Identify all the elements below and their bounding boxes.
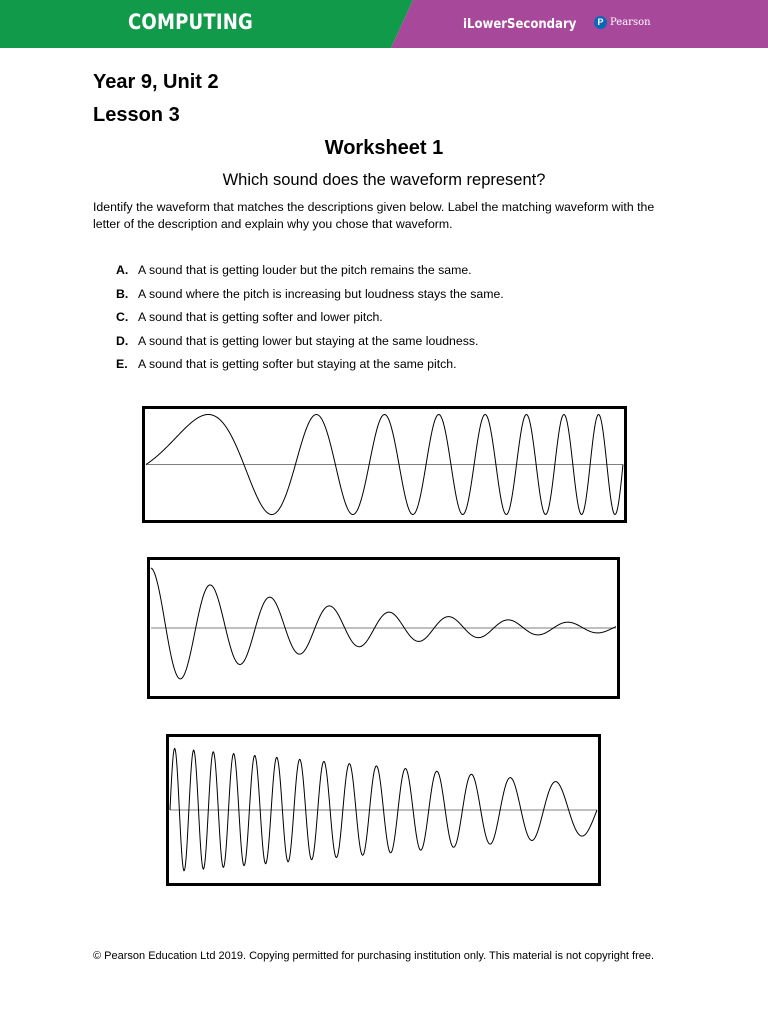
series-name: iLowerSecondary xyxy=(463,17,577,32)
option-item xyxy=(116,262,504,286)
option-text: A sound that is getting softer but staying at the same pitch. xyxy=(138,357,457,371)
question-heading: Which sound does the waveform represent? xyxy=(222,171,546,189)
option-item xyxy=(116,309,504,333)
option-text: A sound that is getting softer and lower pitch. xyxy=(138,310,383,324)
header-banner xyxy=(0,0,768,48)
publisher-name: Pearson xyxy=(610,17,651,28)
waveform-3-graph xyxy=(166,734,601,886)
option-letter: D. xyxy=(116,333,129,348)
pearson-icon: P xyxy=(594,16,607,29)
option-letter: C. xyxy=(116,310,129,324)
option-letter: E. xyxy=(116,357,128,371)
waveform-box-3 xyxy=(166,734,601,886)
waveform-box-1 xyxy=(142,406,627,523)
instructions-text: Identify the waveform that matches the descriptions given below. Label the matching waveform with the letter of the description and explain why you chose that waveform. xyxy=(93,200,655,231)
option-letter: A. xyxy=(116,263,129,277)
option-text: A sound that is getting louder but the pitch remains the same. xyxy=(138,263,472,277)
banner-magenta-panel xyxy=(391,0,768,48)
unit-heading: Year 9, Unit 2 xyxy=(93,71,219,93)
subject-brand: COMPUTING xyxy=(128,10,254,34)
option-text: A sound that is getting lower but staying at the same loudness. xyxy=(138,333,479,348)
lesson-heading: Lesson 3 xyxy=(93,104,180,126)
banner-background xyxy=(0,0,768,48)
option-item xyxy=(116,286,504,310)
publisher-logo xyxy=(594,16,651,29)
option-letter: B. xyxy=(116,286,129,301)
waveform-1-graph xyxy=(142,406,627,523)
waveform-box-2 xyxy=(147,557,620,699)
option-text: A sound where the pitch is increasing but loudness stays the same. xyxy=(138,286,504,301)
worksheet-title: Worksheet 1 xyxy=(324,137,444,159)
waveform-2-graph xyxy=(147,557,620,699)
option-item xyxy=(116,356,504,380)
options-list xyxy=(116,262,504,380)
waveform-curve xyxy=(151,568,616,679)
copyright-footer: © Pearson Education Ltd 2019. Copying permitted for purchasing institution only. This material is not copyright free. xyxy=(93,950,655,962)
option-item xyxy=(116,333,504,357)
